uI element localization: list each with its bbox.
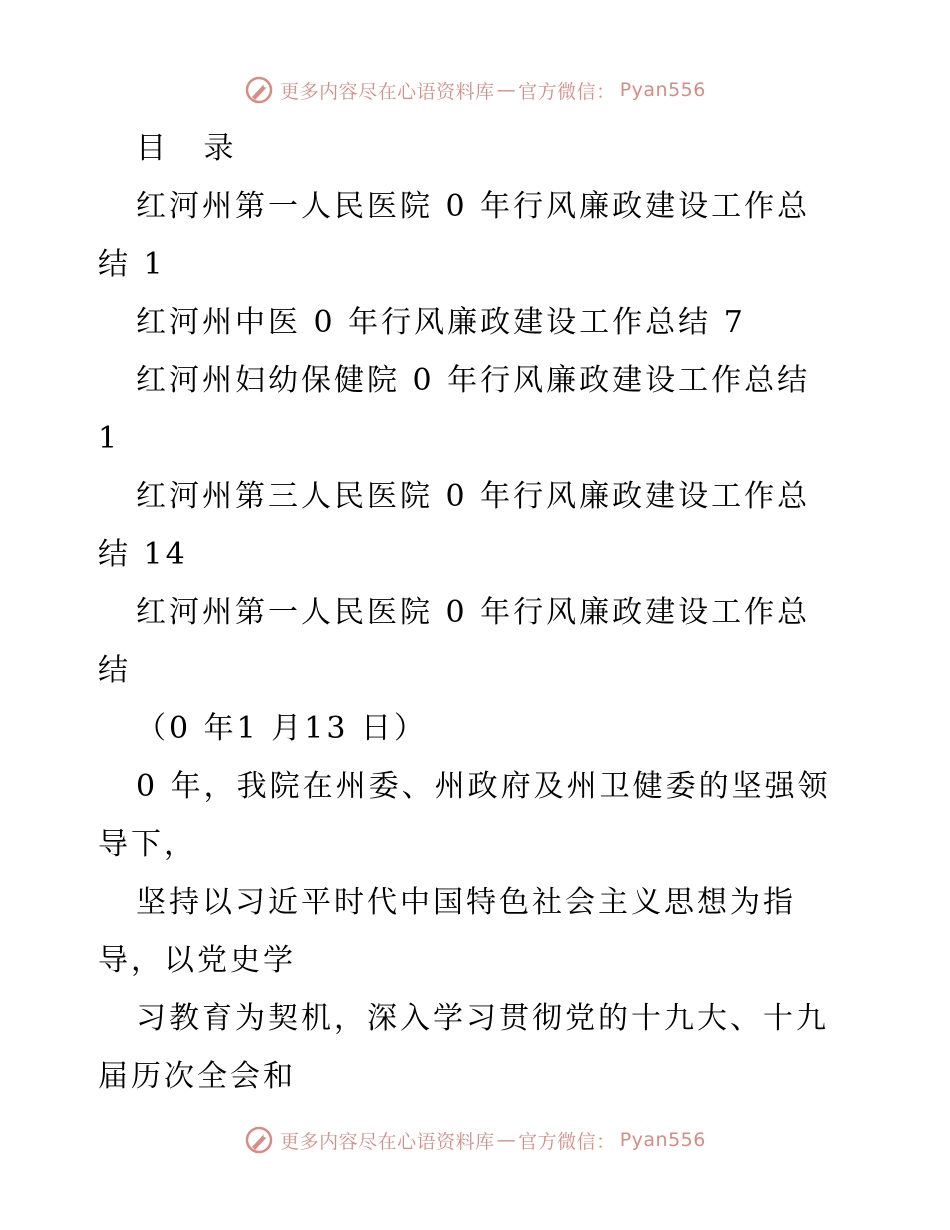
text-line: 红河州妇幼保健院 0 年行风廉政建设工作总结	[136, 363, 811, 398]
toc-title: 目 录	[136, 131, 248, 166]
watermark-separator: —	[496, 79, 517, 101]
watermark-wechat-id: Pyan556	[619, 1129, 706, 1151]
text-line: 结 14	[98, 537, 188, 572]
text-line: 红河州中医 0 年行风廉政建设工作总结 7	[136, 305, 746, 340]
text-line: 红河州第三人民医院 0 年行风廉政建设工作总	[136, 479, 811, 514]
text-line: 0 年，我院在州委、州政府及州卫健委的坚强领	[136, 769, 831, 804]
watermark-wechat-id: Pyan556	[619, 79, 706, 101]
pen-logo-icon	[244, 1125, 274, 1155]
watermark-site-text: 更多内容尽在心语资料库	[280, 80, 495, 103]
watermark-separator: —	[496, 1129, 517, 1151]
text-line: 红河州第一人民医院 0 年行风廉政建设工作总	[136, 595, 811, 630]
text-line: 结	[98, 653, 131, 688]
text-line: 1	[98, 421, 121, 456]
watermark-site-text: 更多内容尽在心语资料库	[280, 1130, 495, 1153]
footer-watermark	[0, 1120, 950, 1160]
text-line: 导，以党史学	[98, 943, 296, 978]
date-line: （0 年1 月13 日）	[136, 711, 427, 746]
pen-logo-icon	[244, 75, 274, 105]
text-line: 结 1	[98, 247, 166, 282]
watermark-wechat-label: 官方微信：	[518, 80, 616, 103]
watermark-wechat-label: 官方微信：	[518, 1130, 616, 1153]
text-line: 届历次全会和	[98, 1059, 296, 1094]
text-line: 红河州第一人民医院 0 年行风廉政建设工作总	[136, 189, 811, 224]
document-body	[98, 120, 858, 1106]
text-line: 习教育为契机，深入学习贯彻党的十九大、十九	[136, 1001, 829, 1036]
text-line: 导下，	[98, 827, 197, 862]
text-line: 坚持以习近平时代中国特色社会主义思想为指	[136, 885, 796, 920]
header-watermark	[0, 70, 950, 110]
